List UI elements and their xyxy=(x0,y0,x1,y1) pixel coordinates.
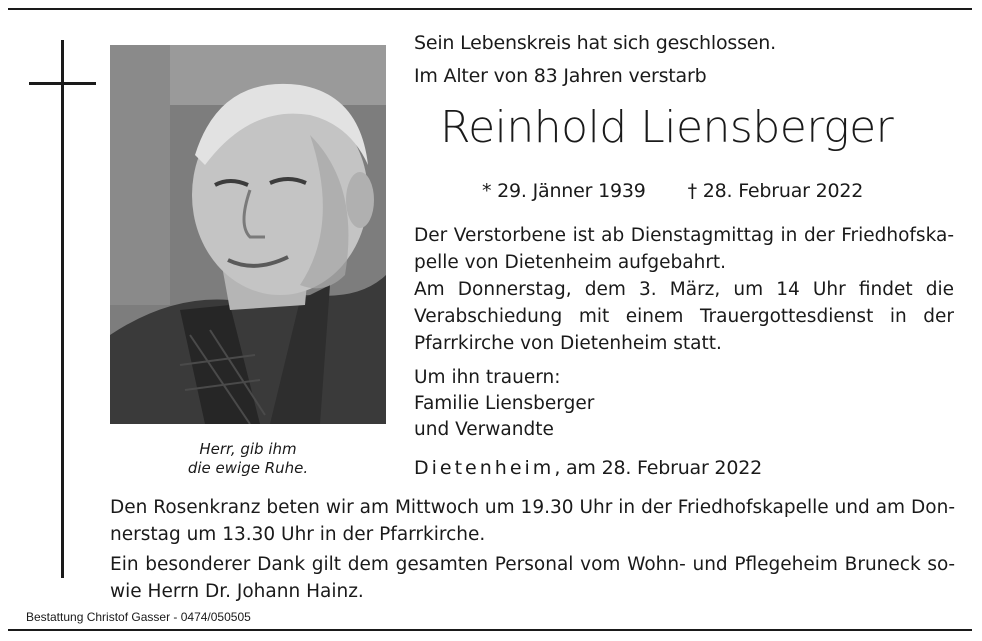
portrait-photo xyxy=(110,45,386,424)
intro-text xyxy=(414,30,776,96)
death-date: † 28. Februar 2022 xyxy=(687,180,864,202)
intro-line: Sein Lebenskreis hat sich geschlossen. xyxy=(414,32,776,54)
photo-caption xyxy=(110,440,386,478)
mourners-block xyxy=(414,365,594,443)
funeral-home-footer: Bestattung Christof Gasser - 0474/050505 xyxy=(26,610,251,624)
intro-line: Im Alter von 83 Jahren verstarb xyxy=(414,65,707,87)
life-dates xyxy=(482,178,863,204)
cross-icon-bar xyxy=(29,82,96,85)
birth-date: * 29. Jänner 1939 xyxy=(482,180,646,202)
thanks-paragraph: Ein besonderer Dank gilt dem gesamten Personal vom Wohn- und Pflegeheim Bruneck sowie Herrn Dr. Johann Hainz. xyxy=(110,554,955,602)
laid-out-paragraph: Der Verstorbene ist ab Dienstagmittag in der Friedhofskapelle von Dietenheim aufgebahrt. xyxy=(414,225,954,273)
rosary-paragraph: Den Rosenkranz beten wir am Mittwoch um 19.30 Uhr in der Friedhofskapelle und am Donnerstag um 13.30 Uhr in der Pfarrkirche. xyxy=(110,497,955,545)
cross-icon xyxy=(61,40,64,578)
farewell-paragraph: Am Donnerstag, dem 3. März, um 14 Uhr findet die Verabschiedung mit einem Trauergottesdienst in der Pfarrkirche von Dietenheim statt. xyxy=(414,279,954,354)
mourners-line: und Verwandte xyxy=(414,419,554,440)
deceased-name: Reinhold Liensberger xyxy=(440,102,894,153)
caption-line: die ewige Ruhe. xyxy=(187,459,309,477)
mourners-line: Um ihn trauern: xyxy=(414,367,561,388)
place-date xyxy=(414,455,762,481)
mourners-line: Familie Liensberger xyxy=(414,393,595,414)
notice-date: , am 28. Februar 2022 xyxy=(554,457,762,479)
place-name: Dietenheim xyxy=(414,457,555,479)
caption-line: Herr, gib ihm xyxy=(199,440,297,458)
